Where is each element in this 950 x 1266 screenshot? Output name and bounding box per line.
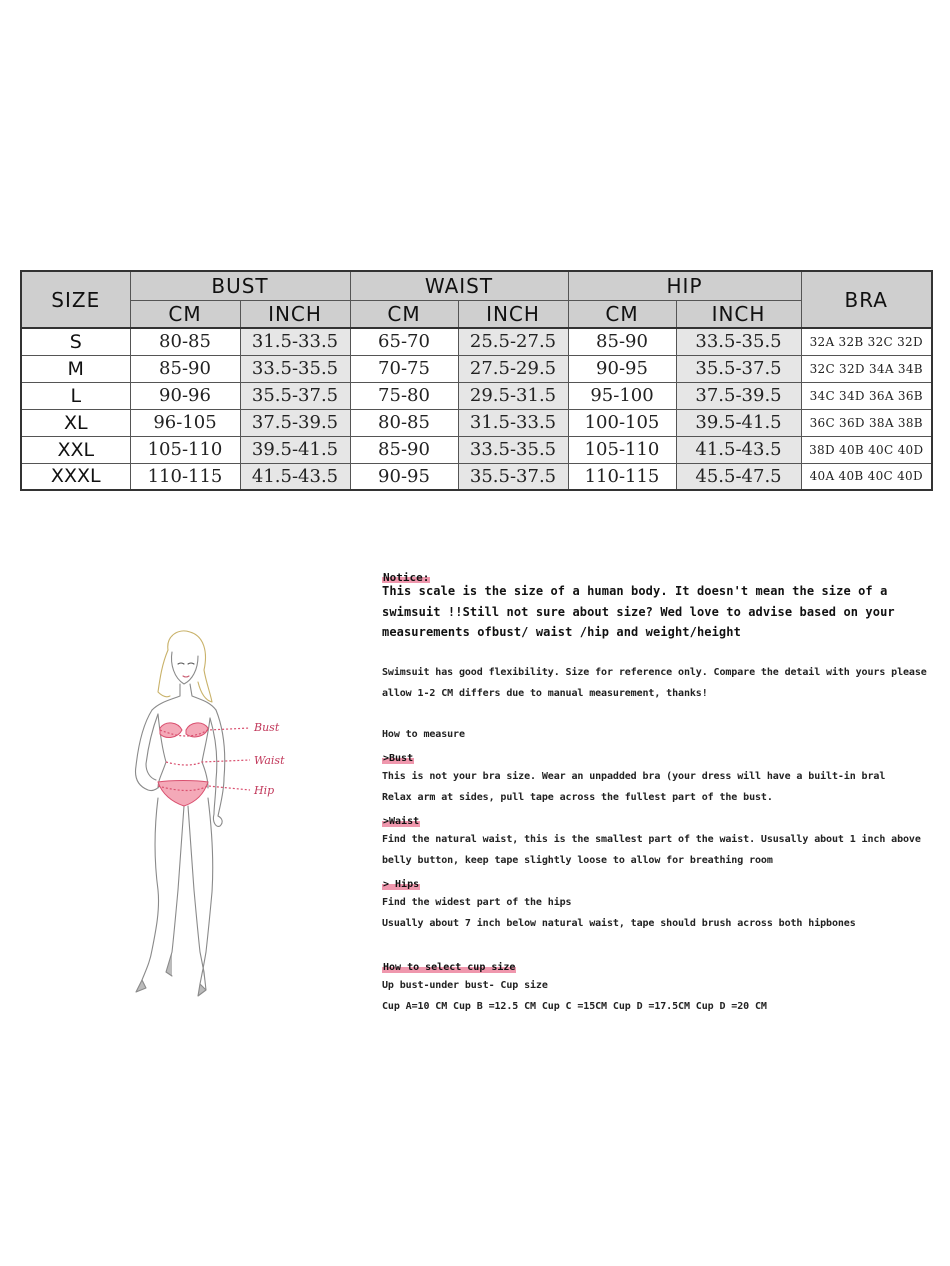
bust-inch-cell: 39.5-41.5 [240, 436, 350, 463]
hip-inch-cell: 39.5-41.5 [676, 409, 801, 436]
bust-inch-cell: 41.5-43.5 [240, 463, 350, 490]
header-hip-inch: INCH [676, 300, 801, 328]
hip-label: Hip [254, 784, 275, 797]
hip-inch-cell: 35.5-37.5 [676, 355, 801, 382]
size-cell: L [21, 382, 130, 409]
bust-cm-cell: 80-85 [130, 328, 240, 355]
table-row [21, 328, 932, 355]
waist-cm-cell: 65-70 [350, 328, 458, 355]
size-cell: XXXL [21, 463, 130, 490]
notice-line: This scale is the size of a human body. It doesn't mean the size of a [382, 584, 888, 598]
waist-inch-cell: 35.5-37.5 [458, 463, 568, 490]
hip-cm-cell: 110-115 [568, 463, 676, 490]
hip-inch-cell: 45.5-47.5 [676, 463, 801, 490]
hip-inch-cell: 37.5-39.5 [676, 382, 801, 409]
bust-line: Relax arm at sides, pull tape across the fullest part of the bust. [382, 791, 773, 803]
notice-heading: Notice: [383, 571, 430, 584]
bra-cell: 34C 34D 36A 36B [801, 382, 932, 409]
size-cell: XXL [21, 436, 130, 463]
hip-cm-cell: 105-110 [568, 436, 676, 463]
bust-cm-cell: 105-110 [130, 436, 240, 463]
cup-line: Cup A=10 CM Cup B =12.5 CM Cup C =15CM Cup D =17.5CM Cup D =20 CM [382, 1000, 767, 1012]
hip-cm-cell: 100-105 [568, 409, 676, 436]
table-row [21, 463, 932, 490]
header-waist-inch: INCH [458, 300, 568, 328]
table-body [21, 328, 932, 490]
body-measurement-figure [100, 630, 300, 1000]
header-bust: BUST [130, 271, 350, 300]
flexibility-line: allow 1-2 CM differs due to manual measurement, thanks! [382, 687, 708, 699]
bra-cell: 32C 32D 34A 34B [801, 355, 932, 382]
table-row [21, 409, 932, 436]
hips-heading: > Hips [383, 878, 420, 890]
notice-line: swimsuit !!Still not sure about size? Wed love to advise based on your [382, 604, 895, 619]
flexibility-line: Swimsuit has good flexibility. Size for reference only. Compare the detail with yours please [382, 666, 927, 678]
header-waist: WAIST [350, 271, 568, 300]
hip-inch-cell: 33.5-35.5 [676, 328, 801, 355]
bust-inch-cell: 37.5-39.5 [240, 409, 350, 436]
waist-label: Waist [254, 754, 285, 767]
waist-cm-cell: 80-85 [350, 409, 458, 436]
size-cell: M [21, 355, 130, 382]
bust-heading: >Bust [383, 752, 414, 764]
size-cell: S [21, 328, 130, 355]
header-bra: BRA [801, 271, 932, 328]
waist-cm-cell: 90-95 [350, 463, 458, 490]
header-hip: HIP [568, 271, 801, 300]
waist-line: belly button, keep tape slightly loose to allow for breathing room [382, 854, 773, 866]
waist-inch-cell: 27.5-29.5 [458, 355, 568, 382]
cup-size-heading: How to select cup size [383, 961, 516, 973]
bust-inch-cell: 31.5-33.5 [240, 328, 350, 355]
how-to-measure-heading: How to measure [382, 728, 465, 740]
header-hip-cm: CM [568, 300, 676, 328]
bust-cm-cell: 85-90 [130, 355, 240, 382]
hips-line: Usually about 7 inch below natural waist, tape should brush across both hipbones [382, 917, 856, 929]
table-row [21, 382, 932, 409]
waist-heading: >Waist [383, 815, 420, 827]
table-header [21, 271, 932, 328]
table-row [21, 436, 932, 463]
bust-cm-cell: 110-115 [130, 463, 240, 490]
waist-cm-cell: 85-90 [350, 436, 458, 463]
waist-inch-cell: 31.5-33.5 [458, 409, 568, 436]
waist-inch-cell: 29.5-31.5 [458, 382, 568, 409]
hip-cm-cell: 85-90 [568, 328, 676, 355]
waist-cm-cell: 75-80 [350, 382, 458, 409]
header-bust-cm: CM [130, 300, 240, 328]
bra-cell: 36C 36D 38A 38B [801, 409, 932, 436]
cup-line: Up bust-under bust- Cup size [382, 979, 548, 991]
bust-label: Bust [254, 721, 280, 734]
hip-cm-cell: 90-95 [568, 355, 676, 382]
waist-inch-cell: 25.5-27.5 [458, 328, 568, 355]
hip-cm-cell: 95-100 [568, 382, 676, 409]
bra-cell: 38D 40B 40C 40D [801, 436, 932, 463]
bra-cell: 32A 32B 32C 32D [801, 328, 932, 355]
bust-cm-cell: 90-96 [130, 382, 240, 409]
size-cell: XL [21, 409, 130, 436]
bust-inch-cell: 35.5-37.5 [240, 382, 350, 409]
waist-cm-cell: 70-75 [350, 355, 458, 382]
table-row [21, 355, 932, 382]
bust-inch-cell: 33.5-35.5 [240, 355, 350, 382]
size-chart-table [20, 270, 933, 491]
bust-cm-cell: 96-105 [130, 409, 240, 436]
header-bust-inch: INCH [240, 300, 350, 328]
waist-line: Find the natural waist, this is the smallest part of the waist. Ususally about 1 inch above [382, 833, 921, 845]
header-waist-cm: CM [350, 300, 458, 328]
bra-cell: 40A 40B 40C 40D [801, 463, 932, 490]
notice-section [382, 566, 927, 1017]
figure-outline [136, 631, 225, 996]
hip-inch-cell: 41.5-43.5 [676, 436, 801, 463]
waist-inch-cell: 33.5-35.5 [458, 436, 568, 463]
notice-line: measurements ofbust/ waist /hip and weight/height [382, 625, 741, 639]
bust-line: This is not your bra size. Wear an unpadded bra (your dress will have a built-in bral [382, 770, 886, 782]
header-size: SIZE [21, 271, 130, 328]
hips-line: Find the widest part of the hips [382, 896, 572, 908]
